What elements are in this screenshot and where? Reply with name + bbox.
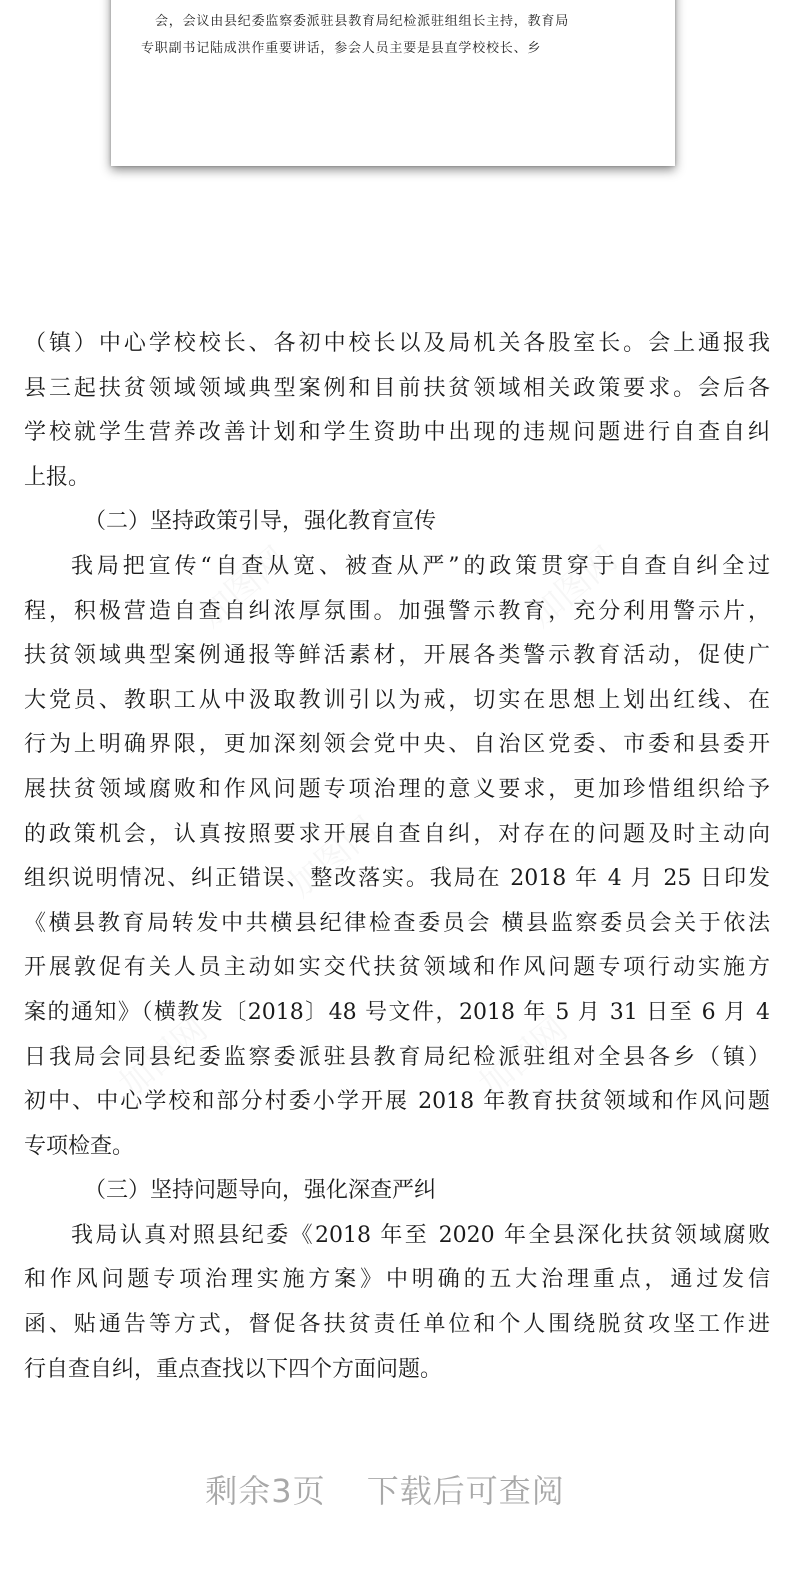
text-line: 函、贴通告等方式，督促各扶贫责任单位和个人围绕脱贫攻坚工作进 (24, 1312, 770, 1338)
text-line: 我局认真对照县纪委《2018 年至 2020 年全县深化扶贫领域腐败 (71, 1222, 770, 1248)
previous-page-preview (111, 0, 675, 166)
paragraph-problem-orientation (24, 1214, 770, 1392)
text-line: 组织说明情况、纠正错误、整改落实。我局在 2018 年 4 月 25 日印发 (24, 866, 770, 892)
text-line: （镇）中心学校校长、各初中校长以及局机关各股室长。会上通报我 (24, 331, 770, 356)
document-body (24, 322, 770, 1392)
text-line: 日我局会同县纪委监察委派驻县教育局纪检派驻组对全县各乡（镇） (24, 1044, 770, 1070)
text-line: 和作风问题专项治理实施方案》中明确的五大治理重点，通过发信 (24, 1267, 770, 1293)
text-line: 《横县教育局转发中共横县纪律检查委员会 横县监察委员会关于依法 (24, 910, 770, 936)
text-line: 上报。 (24, 464, 91, 490)
text-line: 程，积极营造自查自纠浓厚氛围。加强警示教育，充分利用警示片， (24, 598, 770, 624)
section-heading-2: （二）坚持政策引导，强化教育宣传 (84, 509, 437, 535)
text-line: 的政策机会，认真按照要求开展自查自纠，对存在的问题及时主动向 (24, 821, 770, 847)
text-line: 专项检查。 (24, 1133, 135, 1159)
text-line: 展扶贫领域腐败和作风问题专项治理的意义要求，更加珍惜组织给予 (24, 776, 770, 802)
paragraph-continued (24, 322, 770, 500)
text-line: 学校就学生营养改善计划和学生资助中出现的违规问题进行自查自纠 (24, 420, 770, 446)
text-line: 行自查自纠，重点查找以下四个方面问题。 (24, 1356, 443, 1382)
download-to-view-text: 下载后可查阅 (366, 1472, 565, 1510)
text-line: 案的通知》（横教发〔2018〕48 号文件，2018 年 5 月 31 日至 6 月 4 (24, 999, 770, 1025)
text-line: 初中、中心学校和部分村委小学开展 2018 年教育扶贫领域和作风问题 (24, 1089, 770, 1115)
text-line: 开展敦促有关人员主动如实交代扶贫领域和作风问题专项行动实施方 (24, 955, 770, 981)
download-prompt[interactable] (0, 1466, 770, 1512)
text-line: 县三起扶贫领域领域典型案例和目前扶贫领域相关政策要求。会后各 (24, 375, 770, 401)
text-line: 我局把宣传“自查从宽、被查从严”的政策贯穿于自查自纠全过 (71, 553, 770, 579)
preview-line: 专职副书记陆成洪作重要讲话，参会人员主要是县直学校校长、乡 (141, 41, 542, 56)
remaining-pages-text: 剩余3页 (205, 1472, 326, 1510)
section-heading-3: （三）坚持问题导向，强化深查严纠 (84, 1178, 437, 1204)
text-line: 扶贫领域典型案例通报等鲜活素材，开展各类警示教育活动，促使广 (24, 643, 770, 669)
text-line: 大党员、教职工从中汲取教训引以为戒，切实在思想上划出红线、在 (24, 687, 770, 713)
paragraph-policy-guidance (24, 545, 770, 1169)
preview-line: 会，会议由县纪委监察委派驻县教育局纪检派驻组组长主持，教育局 (155, 14, 570, 29)
text-line: 行为上明确界限，更加深刻领会党中央、自治区党委、市委和县委开 (24, 732, 770, 758)
